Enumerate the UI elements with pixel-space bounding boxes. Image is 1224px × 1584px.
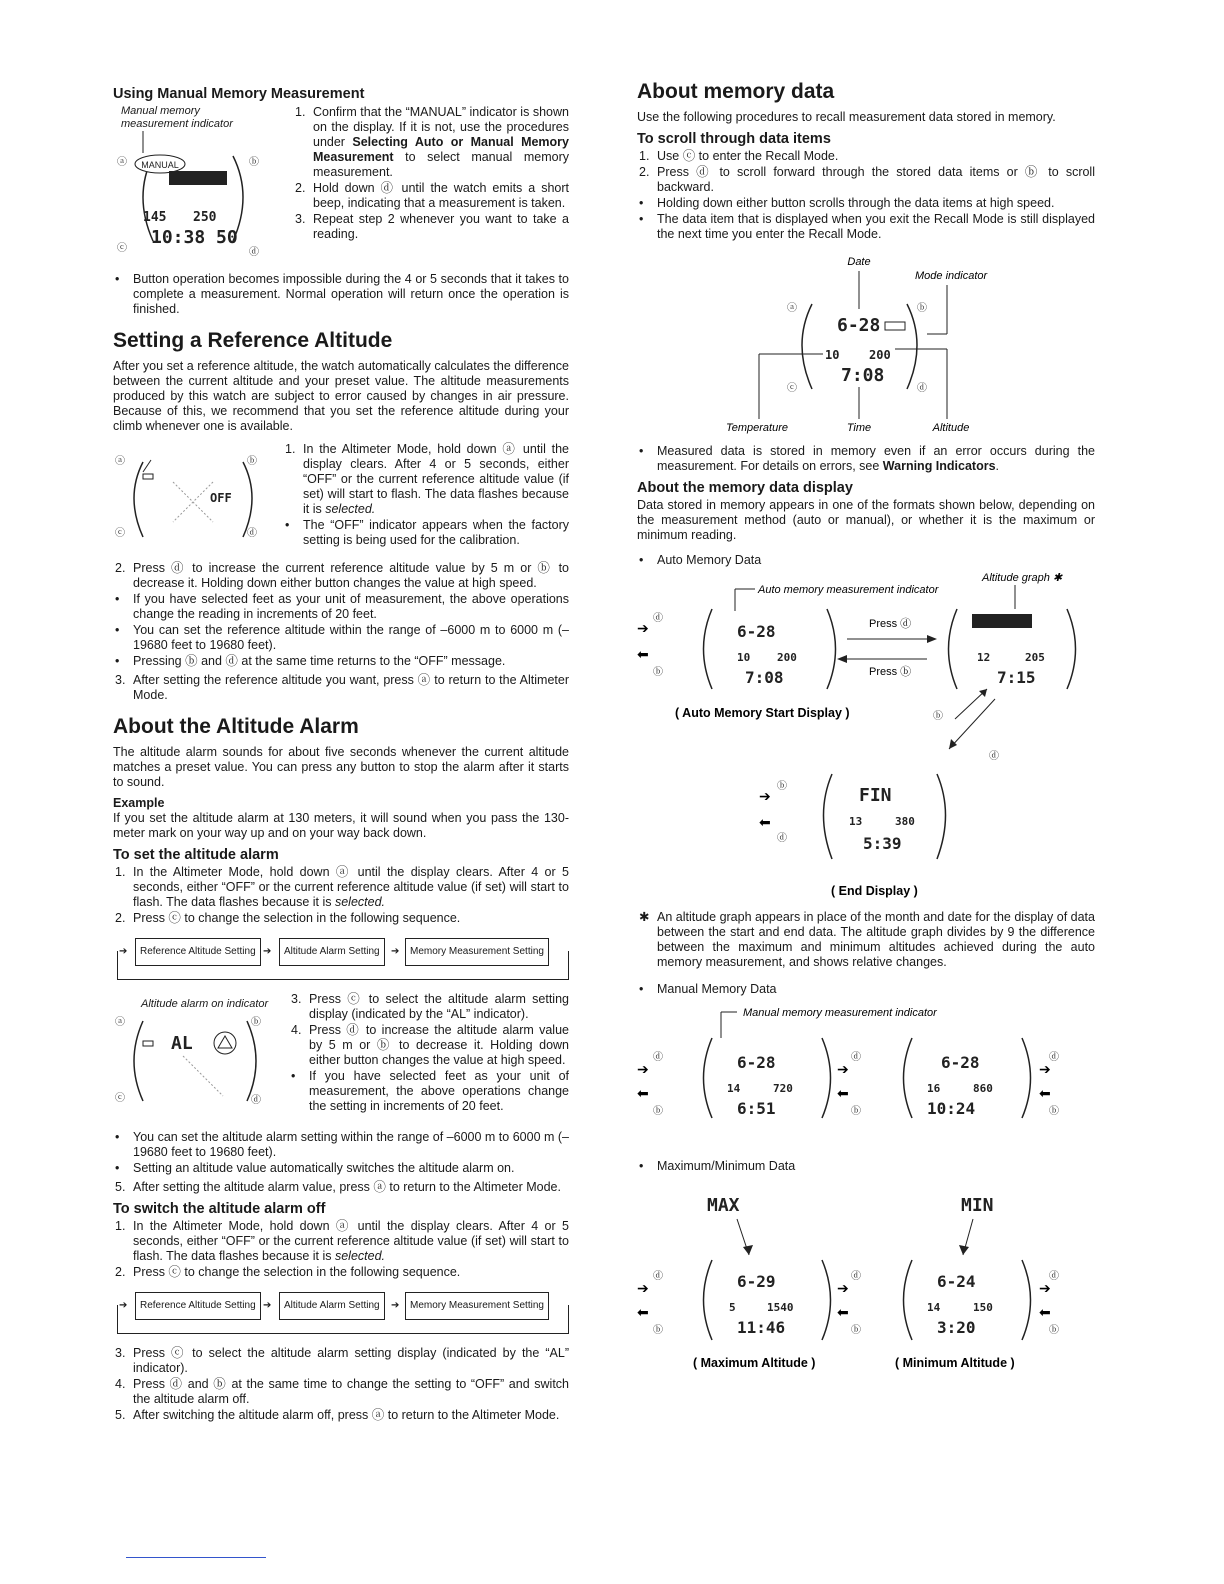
reference-watch-illustration [113,442,273,552]
scroll-bullet: • The data item that is displayed when you exit the Recall Mode is still displayed the next time you enter the Recall Mode. [639,212,1095,241]
alarm-watch-figure [113,992,279,1126]
button-b-label: ⓑ [653,1325,663,1336]
end-lcd-fin: FIN [859,785,892,806]
button-d-label: ⓓ [777,833,787,844]
manual-watch-figure [113,105,283,266]
selection-sequence-diagram [113,1288,569,1338]
end-display-caption: ( End Display ) [831,884,918,898]
set-alarm-step-1: 1. In the Altimeter Mode, hold down ⓐ until the display clears. After 4 or 5 seconds, either “OFF” or the current reference altitude value (if set) will start to flash. The data flashes because it is selected. [115,865,569,909]
arrow-left-icon: ⬅ [637,1085,649,1101]
sequence-arrow: ➔ [263,1300,272,1311]
sequence-arrow: ➔ [391,946,400,957]
selection-sequence-diagram [113,934,569,984]
manual-w2-time: 10:24 [927,1099,976,1118]
set-alarm-step4-bullet: • If you have selected feet as your unit of measurement, the above operations change the setting in increments of 20 feet. [291,1069,569,1113]
manual-indicator-label: Manual memory measurement indicator [743,1007,937,1019]
manual-lcd-alt: 250 [193,210,217,225]
reference-step-1: 1. In the Altimeter Mode, hold down ⓐ until the display clears. After 4 or 5 seconds, either “OFF” or the current reference altitude value (if set) will start to flash. The data flashes because it is selected. [285,442,569,516]
button-b-label: ⓑ [917,303,927,314]
sequence-box-alarm: Altitude Alarm Setting [279,938,385,966]
button-d-label: ⓓ [653,1052,663,1063]
memory-data-heading: About memory data [637,80,835,103]
arrow-right-icon: ➔ [1039,1061,1051,1077]
scroll-step-1: 1. Use ⓒ to enter the Recall Mode. [639,149,839,163]
manual-indicator-label: MANUAL [141,160,179,170]
button-b-label: ⓑ [1049,1325,1059,1336]
button-d-label: ⓓ [251,1095,261,1106]
reference-lcd-off: OFF [210,491,232,505]
arrow-left-icon: ⬅ [837,1085,849,1101]
manual-lcd-temp: 145 [143,210,167,225]
button-b-label: ⓑ [851,1325,861,1336]
manual-w2-date: 6-28 [941,1053,980,1072]
button-a-label: ⓐ [115,456,125,467]
display-heading: About the memory data display [637,480,853,496]
end-temp: 13 [849,815,863,828]
button-c-label: ⓒ [115,1093,125,1104]
recall-lcd-alt: 200 [869,348,891,362]
right-column [637,80,1095,1390]
mode-indicator-label: Mode indicator [915,270,988,282]
recall-lcd-temp: 10 [825,348,840,362]
min-date: 6-24 [937,1272,976,1291]
manual-step-3: 3. Repeat step 2 whenever you want to take a reading. [295,212,569,241]
manual-memory-figure [637,998,1095,1148]
arrow-left-icon: ⬅ [637,646,649,662]
arrow-right-icon: ➔ [759,788,771,804]
auto-start-caption: ( Auto Memory Start Display ) [675,706,850,720]
manual-memory-label: • Manual Memory Data [639,982,777,996]
sequence-box-memory: Memory Measurement Setting [405,1292,549,1320]
sequence-box-memory: Memory Measurement Setting [405,938,549,966]
arrow-right-icon: ➔ [837,1280,849,1296]
manual-w2-alt: 860 [973,1082,993,1095]
max-lcd: MAX [707,1195,740,1216]
button-b-label: ⓑ [653,1106,663,1117]
manual-w1-date: 6-28 [737,1053,776,1072]
end-time: 5:39 [863,834,902,853]
button-d-label: ⓓ [851,1052,861,1063]
manual-w1-time: 6:51 [737,1099,776,1118]
max-caption: ( Maximum Altitude ) [693,1356,816,1370]
manual-w1-temp: 14 [727,1082,741,1095]
example-label: Example [113,796,165,810]
reference-step1 [283,442,569,549]
set-alarm-step-3: 3. Press ⓒ to select the altitude alarm setting display (indicated by the “AL” indicator). [291,992,569,1021]
manual-steps [293,105,569,243]
reference-watch-figure [113,442,273,557]
recall-lcd-time: 7:08 [841,365,885,386]
auto-w1-date: 6-28 [737,622,776,641]
auto-w1-temp: 10 [737,651,751,664]
max-temp: 5 [729,1301,736,1314]
button-a-label: ⓐ [117,157,127,168]
memory-intro: Use the following procedures to recall measurement data stored in memory. [637,110,1056,124]
button-d-label: ⓓ [249,247,259,258]
auto-w2-temp: 12 [977,651,991,664]
button-d-label: ⓓ [1049,1271,1059,1282]
scroll-heading: To scroll through data items [637,131,831,147]
altitude-graph-bar [972,614,1032,628]
manual-watch-illustration [113,131,283,261]
manual-step-1: 1. Confirm that the “MANUAL” indicator is shown on the display. If it is not, use the procedures under Selecting Auto or Manual Memory Measurement to select manual memory measurement. [295,105,570,179]
alarm-steps [289,992,569,1115]
arrow-left-icon: ⬅ [837,1304,849,1320]
button-b-label: ⓑ [851,1106,861,1117]
maxmin-figure [637,1175,1095,1385]
sequence-arrow: ➔ [263,946,272,957]
set-alarm-step-5: 5. After setting the altitude alarm value, press ⓐ to return to the Altimeter Mode. [115,1180,561,1194]
manual-measurement-block [113,105,569,266]
alarm-indicator-caption: Altitude alarm on indicator [141,998,269,1010]
asterisk-note: ✱ An altitude graph appears in place of the month and date for the display of data between the start and end data. The altitude graph divides by 9 the difference between the maximum and minimum altitudes achieved during the auto memory measurement, and shows relative changes. [639,910,1095,969]
min-alt: 150 [973,1301,993,1314]
reference-step-3: 3. After setting the reference altitude you want, press ⓐ to return to the Altimeter Mode. [115,673,569,702]
max-alt: 1540 [767,1301,794,1314]
arrow-left-icon: ⬅ [1039,1085,1051,1101]
button-d-label: ⓓ [1049,1052,1059,1063]
arrow-right-icon: ➔ [637,1280,649,1296]
arrow-right-icon: ➔ [637,620,649,636]
min-lcd: MIN [961,1195,994,1216]
set-alarm-step-2: 2. Press ⓒ to change the selection in the following sequence. [115,911,461,925]
reference-intro: After you set a reference altitude, the watch automatically calculates the difference between the current altitude and your preset value. The altitude measurements produced by this watch are subject to error caused by changes in air pressure. Because of this, we recommend that you set the reference altitude during your climb whenever one is available. [113,359,569,433]
temperature-label: Temperature [726,422,788,434]
altitude-graph-label: Altitude graph ✱ [982,572,1063,584]
altitude-label: Altitude [932,422,970,434]
reference-bullet: • Pressing ⓑ and ⓓ at the same time returns to the “OFF” message. [115,654,506,668]
min-time: 3:20 [937,1318,976,1337]
button-d-label: ⓓ [247,528,257,539]
time-label: Time [846,422,872,434]
manual-step-2: 2. Hold down ⓓ until the watch emits a short beep, indicating that a measurement is taken. [295,181,569,210]
min-temp: 14 [927,1301,941,1314]
manual-w1-alt: 720 [773,1082,793,1095]
recall-lcd-date: 6-28 [837,315,881,336]
alarm-off-step-3: 3. Press ⓒ to select the altitude alarm setting display (indicated by the “AL” indicator). [115,1346,569,1375]
button-b-label: ⓑ [249,157,259,168]
button-b-label: ⓑ [247,456,257,467]
button-d-label: ⓓ [851,1271,861,1282]
alarm-off-step-5: 5. After switching the altitude alarm off, press ⓐ to return to the Altimeter Mode. [115,1408,560,1422]
button-d-label: ⓓ [653,1271,663,1282]
arrow-right-icon: ➔ [1039,1280,1051,1296]
reference-step-2: 2. Press ⓓ to increase the current reference altitude value by 5 m or ⓑ to decrease it. Holding down either button changes the value at high speed. [115,561,569,590]
manual-indicator-caption: Manual memory measurement indicator [121,105,233,130]
auto-w2-time: 7:15 [997,668,1036,687]
button-b-label: ⓑ [251,1017,261,1028]
arrow-right-icon: ➔ [637,1061,649,1077]
alarm-bullet: • You can set the altitude alarm setting within the range of –6000 m to 6000 m (–19680 feet to 19680 feet). [115,1130,569,1159]
scroll-step-2: 2. Press ⓓ to scroll forward through the stored data items or ⓑ to scroll backward. [639,165,1095,194]
auto-memory-label: • Auto Memory Data [639,553,762,567]
alarm-off-step-2: 2. Press ⓒ to change the selection in the following sequence. [115,1265,461,1279]
alarm-off-heading: To switch the altitude alarm off [113,1201,326,1217]
auto-w1-time: 7:08 [745,668,784,687]
button-b-label: ⓑ [1049,1106,1059,1117]
reference-bullet: • If you have selected feet as your unit of measurement, the above operations change the reading in increments of 20 feet. [115,592,569,621]
press-b-label: Press ⓑ [869,666,912,678]
arrow-left-icon: ⬅ [759,814,771,830]
reference-altitude-heading: Setting a Reference Altitude [113,329,393,352]
auto-w2-alt: 205 [1025,651,1045,664]
manual-w2-temp: 16 [927,1082,941,1095]
reference-bullet: • You can set the reference altitude within the range of –6000 m to 6000 m (–19680 feet to 19680 feet). [115,623,569,652]
end-alt: 380 [895,815,915,828]
alarm-watch-illustration [113,1011,279,1121]
manual-bullet: • Button operation becomes impossible during the 4 or 5 seconds that it takes to complete a measurement. Normal operation will return once the operation is finished. [115,272,569,316]
arrow-left-icon: ⬅ [1039,1304,1051,1320]
auto-indicator-label: Auto memory measurement indicator [758,584,939,596]
button-c-label: ⓒ [787,383,797,394]
sequence-box-reference: Reference Altitude Setting [135,938,261,966]
sequence-arrow: ➔ [119,946,128,957]
manual-lcd-time: 10:38 50 [151,227,238,248]
max-time: 11:46 [737,1318,786,1337]
press-d-label: Press ⓓ [869,618,912,630]
date-label: Date [847,256,871,268]
maxmin-label: • Maximum/Minimum Data [639,1159,796,1173]
button-d-label: ⓓ [917,383,927,394]
footer-rule [126,1557,266,1558]
button-d-label: ⓓ [989,751,999,762]
button-b-label: ⓑ [933,711,943,722]
altitude-alarm-heading: About the Altitude Alarm [113,715,359,738]
min-caption: ( Minimum Altitude ) [895,1356,1015,1370]
alarm-off-step-4: 4. Press ⓓ and ⓑ at the same time to change the setting to “OFF” and switch the altitude alarm off. [115,1377,569,1406]
manual-measurement-heading: Using Manual Memory Measurement [113,86,365,102]
sequence-arrow: ➔ [119,1300,128,1311]
button-a-label: ⓐ [787,303,797,314]
display-intro: Data stored in memory appears in one of the formats shown below, depending on the measurement method (auto or manual), or whether it is the maximum or minimum reading. [637,498,1095,542]
sequence-box-alarm: Altitude Alarm Setting [279,1292,385,1320]
auto-memory-figure [637,569,1095,899]
alarm-bullet: • Setting an altitude value automatically switches the altitude alarm on. [115,1161,515,1175]
reference-block [113,442,569,557]
recall-display-figure [637,249,1095,439]
button-b-label: ⓑ [653,667,663,678]
alarm-lcd-al: AL [171,1033,193,1054]
max-date: 6-29 [737,1272,776,1291]
example-text: If you set the altitude alarm at 130 meters, it will sound when you pass the 130-meter mark on your way up and on your way back down. [113,811,569,840]
arrow-left-icon: ⬅ [637,1304,649,1320]
button-d-label: ⓓ [653,613,663,624]
button-c-label: ⓒ [115,528,125,539]
button-a-label: ⓐ [115,1017,125,1028]
alarm-off-step-1: 1. In the Altimeter Mode, hold down ⓐ until the display clears. After 4 or 5 seconds, either “OFF” or the current reference altitude value (if set) will start to flash. The data flashes because it is selected. [115,1219,569,1263]
alarm-intro: The altitude alarm sounds for about five seconds whenever the current altitude matches a preset value. You can press any button to stop the alarm after it starts to sound. [113,745,569,789]
button-c-label: ⓒ [117,243,127,254]
auto-w1-alt: 200 [777,651,797,664]
measured-bullet: • Measured data is stored in memory even if an error occurs during the measurement. For details on errors, see Warning Indicators. [639,444,1095,473]
sequence-arrow: ➔ [391,1300,400,1311]
sequence-box-reference: Reference Altitude Setting [135,1292,261,1320]
button-b-label: ⓑ [777,781,787,792]
arrow-right-icon: ➔ [837,1061,849,1077]
scroll-bullet: • Holding down either button scrolls through the data items at high speed. [639,196,1055,210]
left-column [113,80,569,1424]
alarm-setting-block [113,992,569,1126]
set-alarm-heading: To set the altitude alarm [113,847,279,863]
reference-step1-bullet: • The “OFF” indicator appears when the factory setting is being used for the calibration. [285,518,569,547]
set-alarm-step-4: 4. Press ⓓ to increase the altitude alarm value by 5 m or ⓑ to decrease it. Holding down either button changes the value at high speed. [291,1023,569,1067]
